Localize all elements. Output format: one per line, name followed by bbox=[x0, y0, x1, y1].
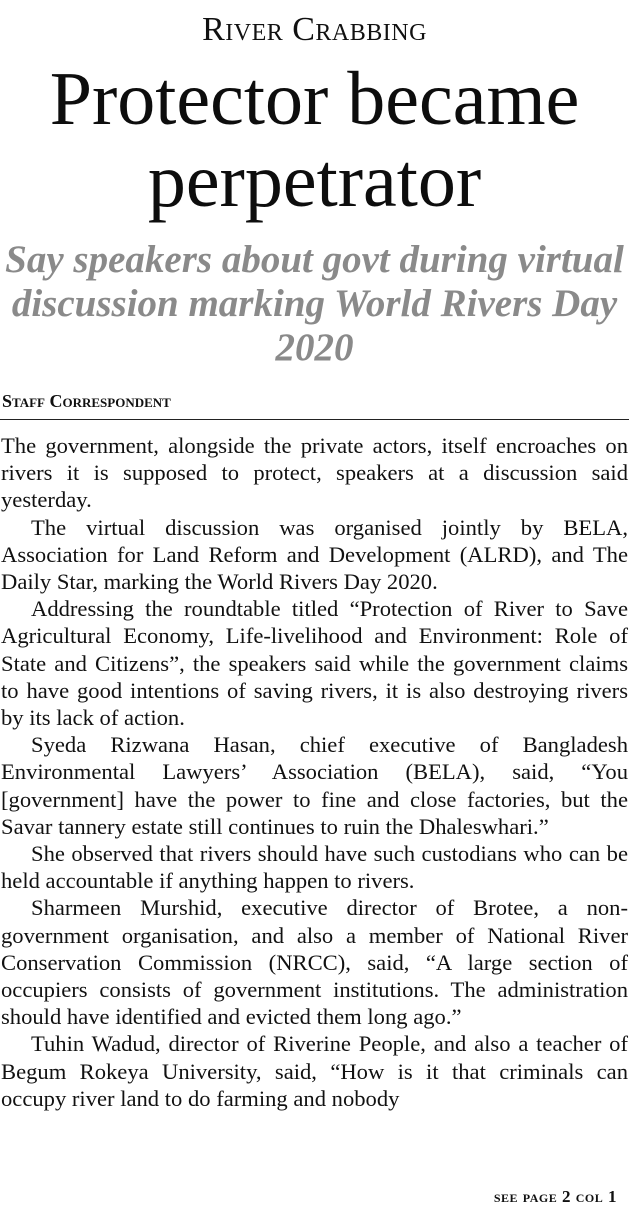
byline: Staff Correspondent bbox=[2, 391, 171, 411]
paragraph: Sharmeen Murshid, executive director of Brotee, a non-government organisation, and also a member of National River Conservation Commission (NRCC), said, “A large section of occupiers consists of government institutions. The administration should have identified and evicted them long ago.” bbox=[1, 895, 628, 1030]
paragraph: Addressing the roundtable titled “Protection of River to Save Agricultural Economy, Life-livelihood and Environment: Role of State and Citizens”, the speakers said while the government claims to have good intentions of saving rivers, it is also destroying rivers by its lack of action. bbox=[1, 596, 628, 731]
paragraph: Syeda Rizwana Hasan, chief executive of Bangladesh Environmental Lawyers’ Association (BELA), said, “You [government] have the power to fine and close factories, but the Savar tannery estate still continues to ruin the Dhaleswhari.” bbox=[1, 732, 628, 839]
subheadline: Say speakers about govt during virtual discussion marking World Rivers Day 2020 bbox=[5, 238, 624, 369]
paragraph: She observed that rivers should have such custodians who can be held accountable if anything happen to rivers. bbox=[1, 841, 628, 894]
jump-line: see page 2 col 1 bbox=[493, 1187, 617, 1206]
paragraph: The virtual discussion was organised jointly by BELA, Association for Land Reform and Development (ALRD), and The Daily Star, marking the World Rivers Day 2020. bbox=[1, 514, 628, 595]
headline: Protector became perpetrator bbox=[49, 57, 580, 223]
kicker: River Crabbing bbox=[202, 11, 427, 48]
article-body bbox=[1, 432, 628, 1112]
byline-divider bbox=[0, 419, 629, 420]
paragraph: The government, alongside the private actors, itself encroaches on rivers it is supposed to protect, speakers at a discussion said yesterday. bbox=[1, 433, 628, 513]
paragraph: Tuhin Wadud, director of Riverine People, and also a teacher of Begum Rokeya University, said, “How is it that criminals can occupy river land to do farming and nobody bbox=[1, 1031, 628, 1111]
